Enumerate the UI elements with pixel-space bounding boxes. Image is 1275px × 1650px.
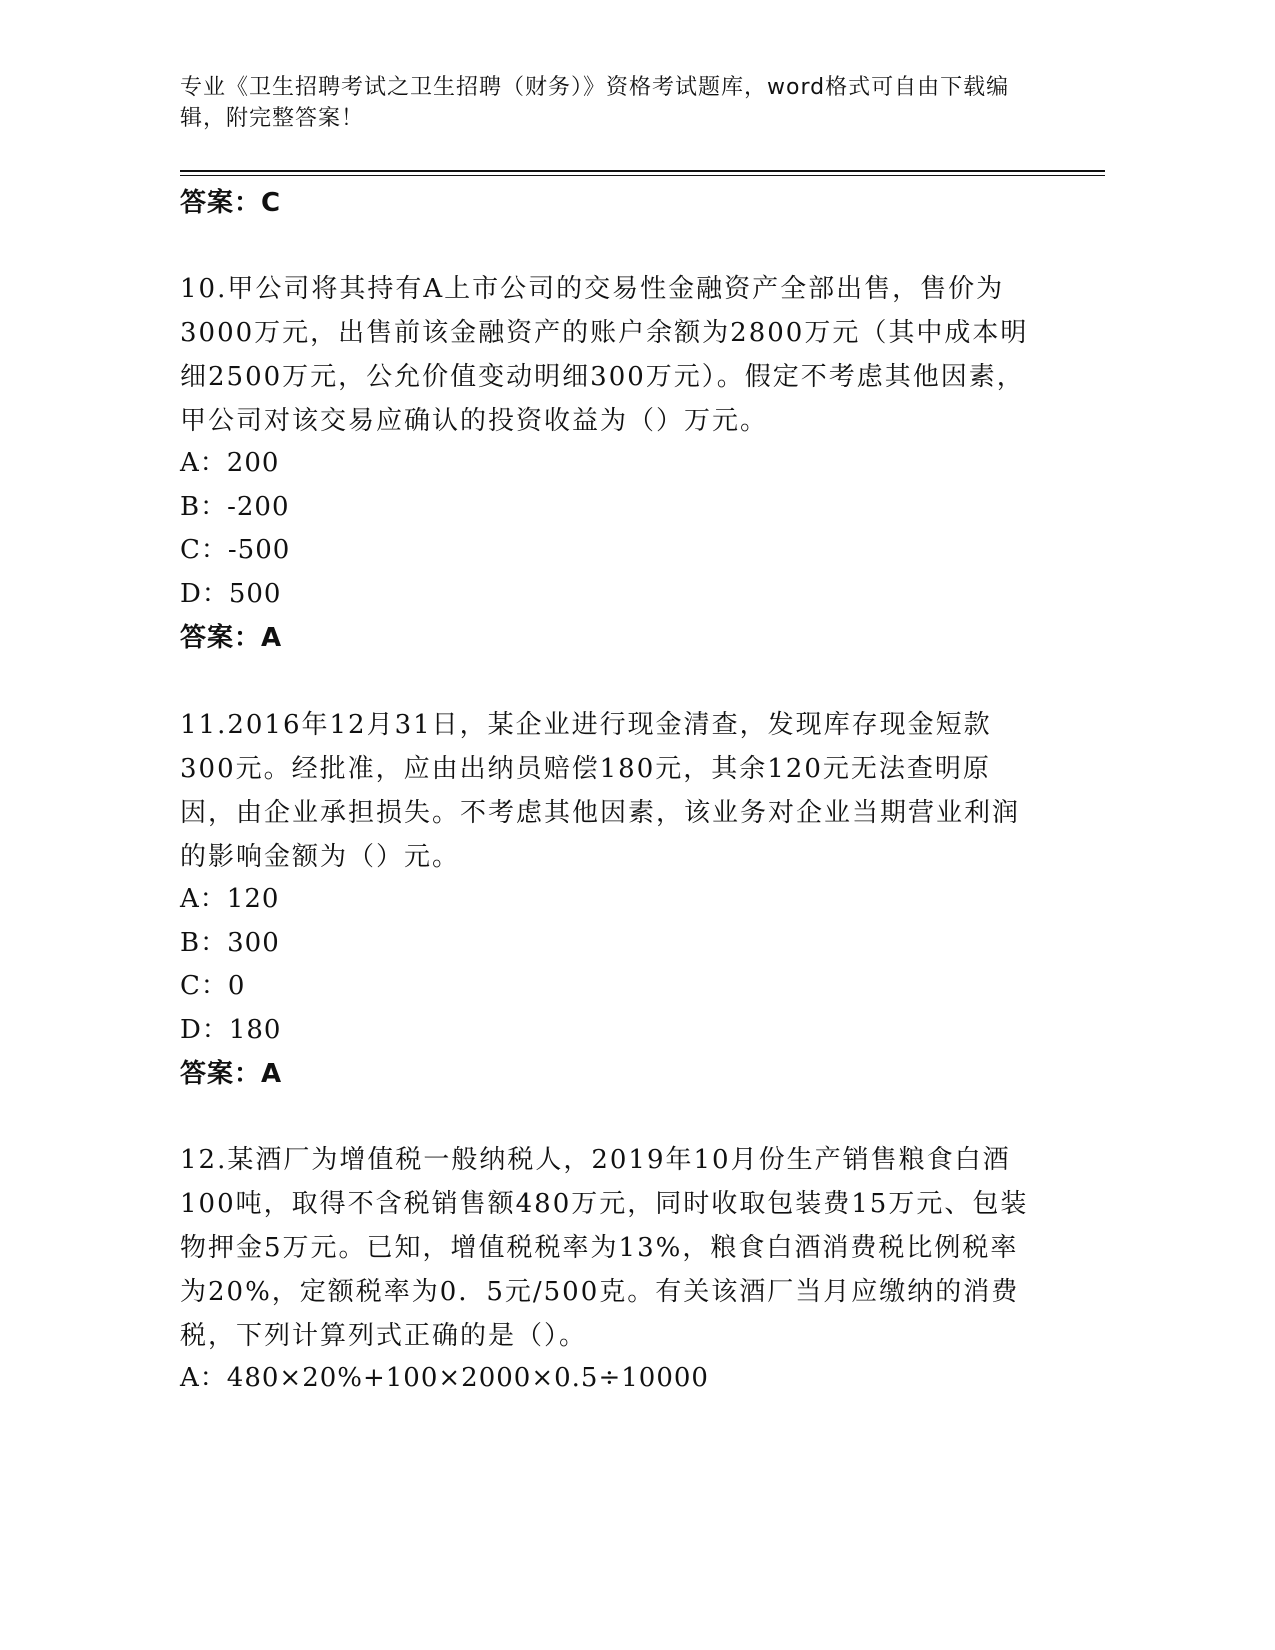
question-10-option-a: A：200: [180, 448, 280, 478]
question-10-option-c: C：-500: [180, 535, 291, 565]
question-11-option-d: D：180: [180, 1015, 282, 1045]
question-10-option-b: B：-200: [180, 492, 290, 522]
question-12-text: 12.某酒厂为增值税一般纳税人，2019年10月份生产销售粮食白酒100吨，取得不含税销售额480万元，同时收取包装费15万元、包装物押金5万元。已知，增值税税率为13%，粮食白酒消费税比例税率为20%，定额税率为0．5元/500克。有关该酒厂当月应缴纳的消费税，下列计算列式正确的是（）。: [180, 1145, 1029, 1351]
question-11-text: 11.2016年12月31日，某企业进行现金清查，发现库存现金短款300元。经批准，应由出纳员赔偿180元，其余120元无法查明原因，由企业承担损失。不考虑其他因素，该业务对企业当期营业利润的影响金额为（）元。: [180, 710, 1021, 872]
question-10-answer: 答案：A: [180, 623, 283, 653]
question-12-option-a: A：480×20%+100×2000×0.5÷10000: [180, 1363, 709, 1393]
question-10-text: 10.甲公司将其持有A上市公司的交易性金融资产全部出售，售价为3000万元，出售前该金融资产的账户余额为2800万元（其中成本明细2500万元，公允价值变动明细300万元）。假定不考虑其他因素，甲公司对该交易应确认的投资收益为（）万元。: [180, 274, 1029, 436]
question-11-answer: 答案：A: [180, 1059, 283, 1089]
question-10-option-d: D：500: [180, 579, 282, 609]
question-11-option-c: C：0: [180, 971, 246, 1001]
question-11-option-b: B：300: [180, 928, 280, 958]
header-divider-thick: [180, 170, 1105, 172]
document-header: [180, 72, 1040, 134]
previous-answer: 答案：C: [180, 188, 282, 218]
header-divider-thin: [180, 175, 1105, 176]
question-11-option-a: A：120: [180, 884, 280, 914]
header-intro-text: 专业《卫生招聘考试之卫生招聘（财务）》资格考试题库，word格式可自由下载编辑，附完整答案！: [180, 75, 1010, 131]
